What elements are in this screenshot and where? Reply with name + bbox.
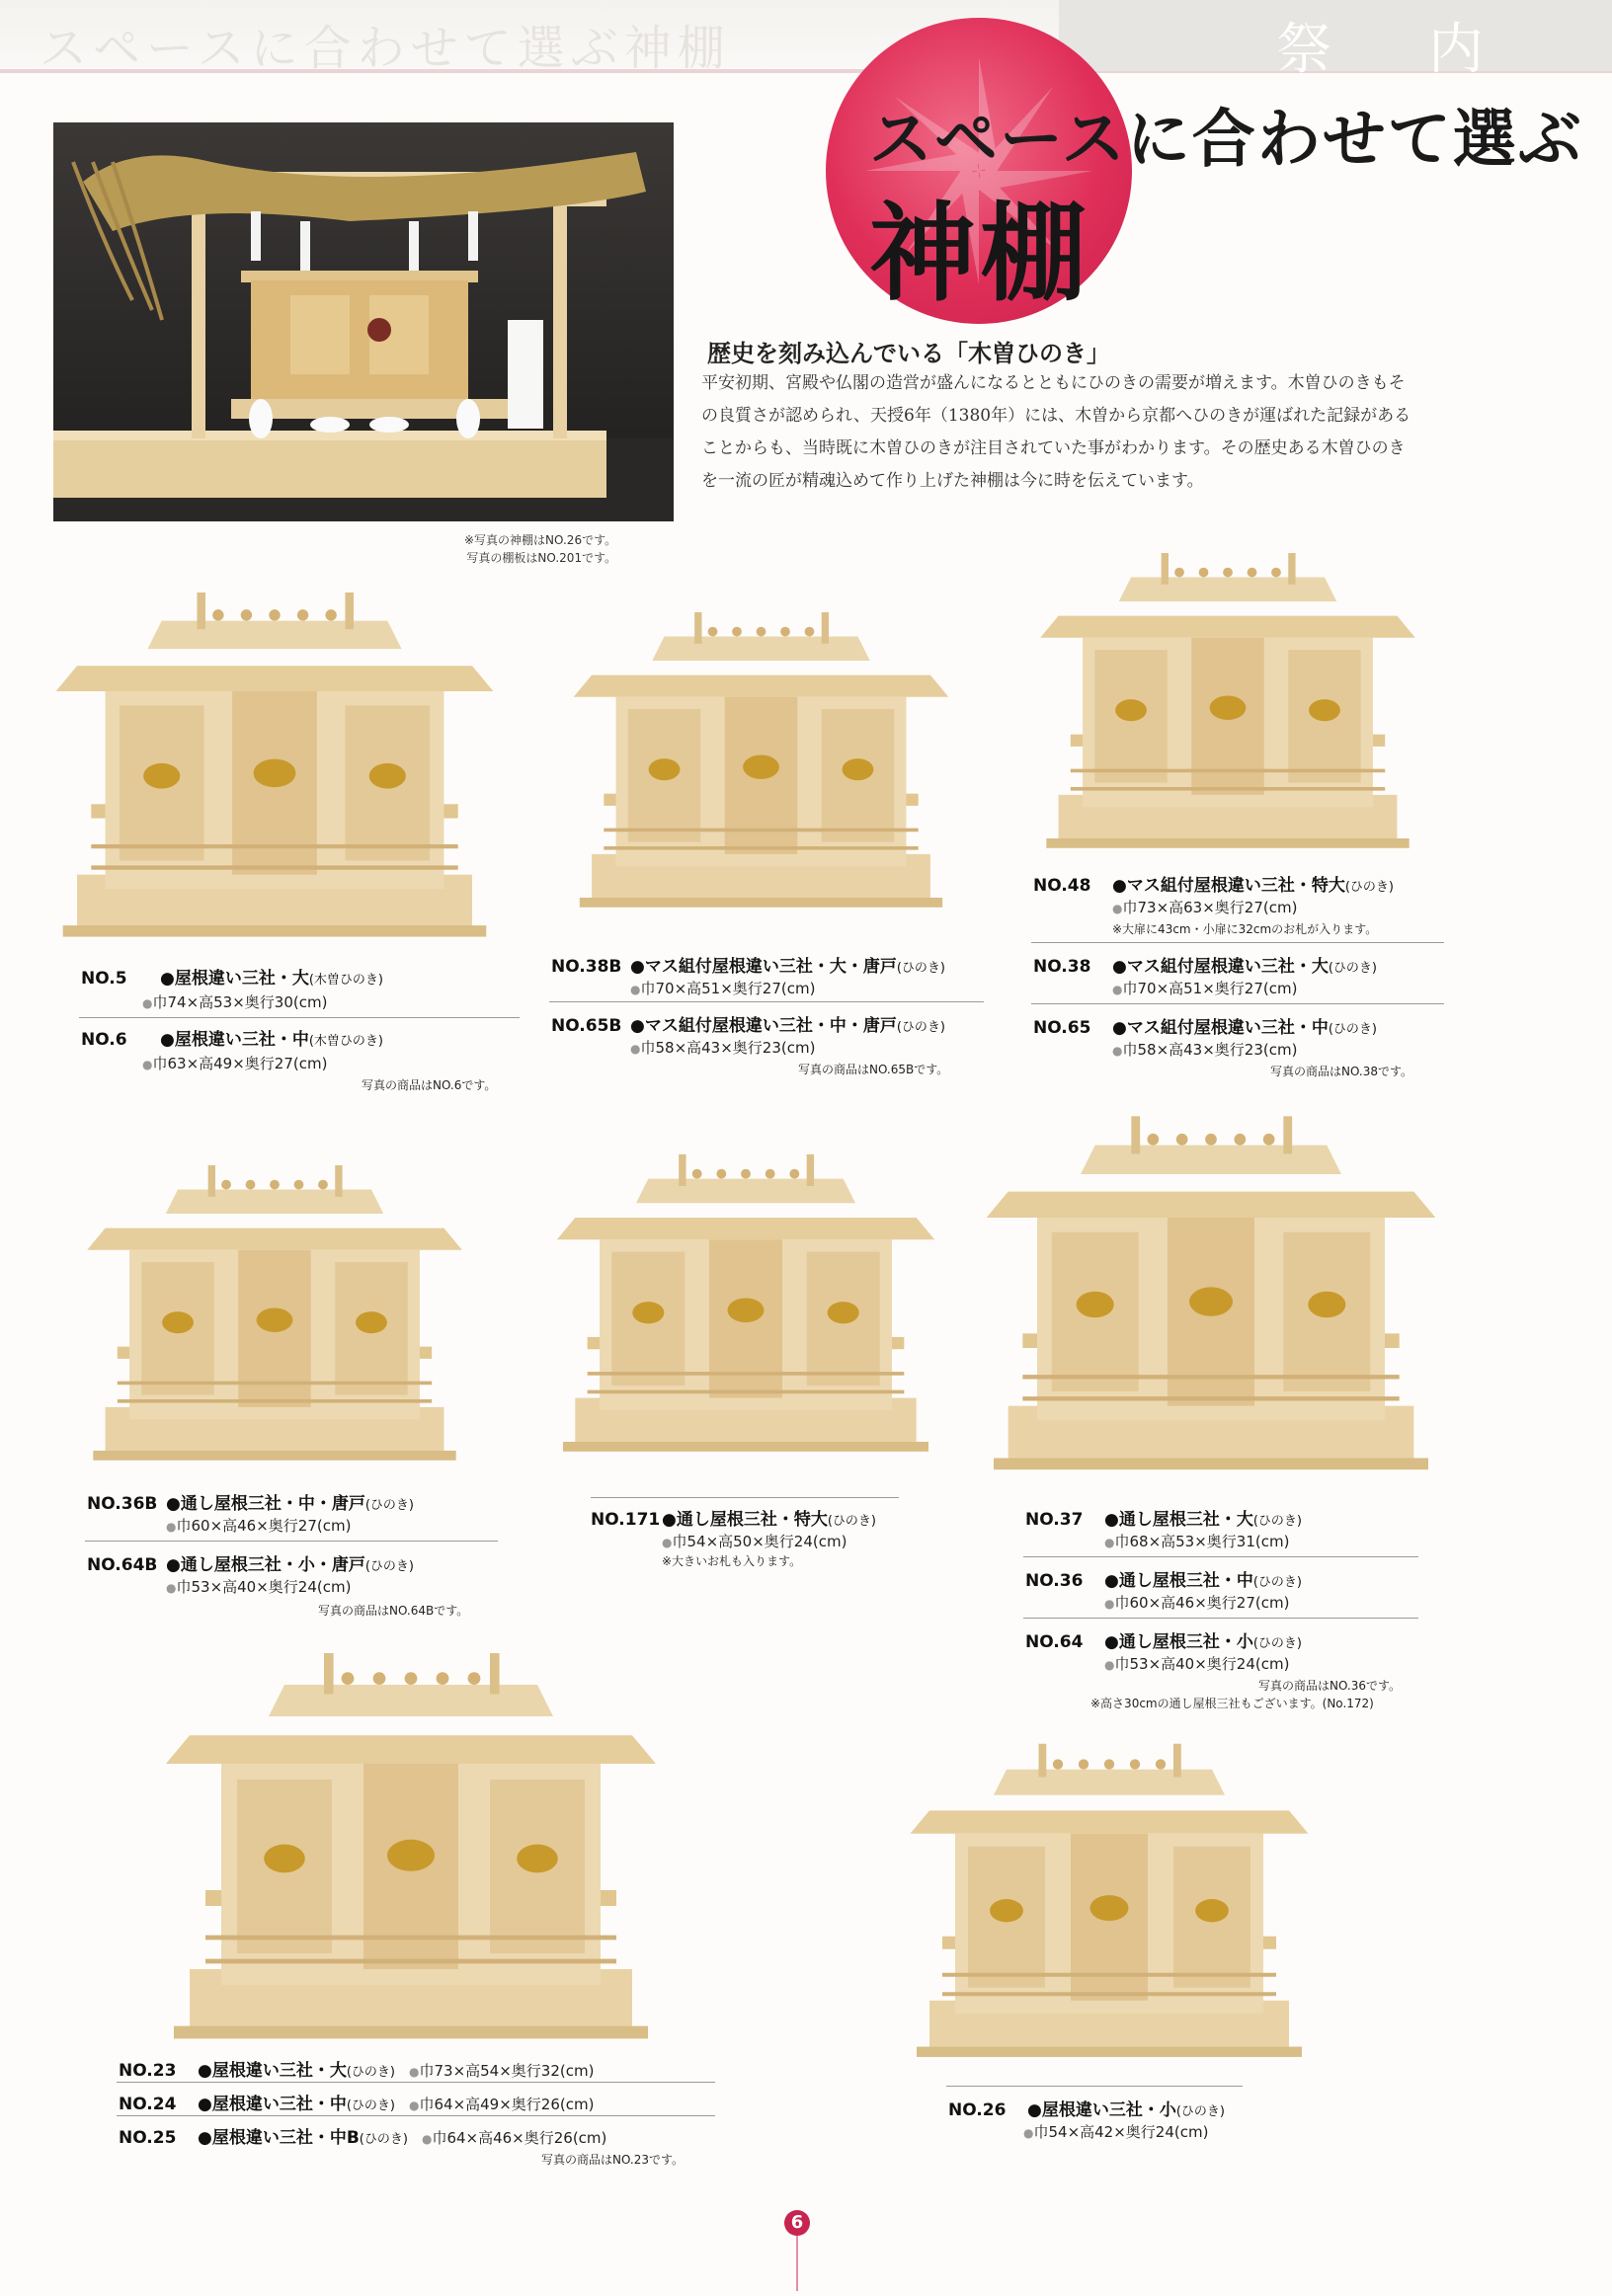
history-heading: 歴史を刻み込んでいる「木曽ひのき」 (707, 340, 1110, 367)
product-photo-no64b (57, 1165, 492, 1462)
hero-caption (464, 531, 616, 567)
divider (79, 1017, 520, 1018)
product-no65-dim: ●巾58×高43×奥行23(cm) (1112, 1041, 1298, 1059)
product-no48-dim: ●巾73×高63×奥行27(cm) (1112, 899, 1298, 916)
divider (946, 2086, 1243, 2087)
product-no65b-dim: ●巾58×高43×奥行23(cm) (630, 1039, 816, 1057)
kamidana-display-image (53, 122, 674, 521)
product-no65b: NO.65B ●マス組付屋根違い三社・中・唐戸(ひのき) (551, 1016, 945, 1036)
product-no64b: NO.64B ●通し屋根三社・小・唐戸(ひのき) (87, 1555, 414, 1575)
product-no36b-dim: ●巾60×高46×奥行27(cm) (166, 1517, 352, 1535)
product-no23: NO.23 ●屋根違い三社・大(ひのき) ●巾73×高54×奥行32(cm) (119, 2061, 595, 2081)
product-no24-dim: 巾64×高49×奥行26(cm) (419, 2096, 595, 2113)
product-no64b-note: 写真の商品はNO.64Bです。 (318, 1604, 469, 1618)
product-no23-dim: 巾73×高54×奥行32(cm) (419, 2062, 595, 2080)
header-ghost-text: スペースに合わせて選ぶ神棚 (40, 21, 731, 76)
product-no64-dim: ●巾53×高40×奥行24(cm) (1104, 1655, 1290, 1673)
hero-photo (53, 122, 674, 521)
product-no6: NO.6 ●屋根違い三社・中(木曽ひのき) (81, 1030, 383, 1050)
product-photo-no36 (994, 1116, 1428, 1471)
product-no5: NO.5 ●屋根違い三社・大(木曽ひのき) (81, 969, 383, 989)
page-number-line (796, 2236, 798, 2291)
product-no36: NO.36 ●通し屋根三社・中(ひのき) (1025, 1571, 1302, 1591)
divider (1031, 942, 1444, 943)
product-no171-dim: ●巾54×高50×奥行24(cm) (662, 1533, 847, 1550)
divider (117, 2115, 715, 2116)
product-photo-no6 (57, 593, 492, 938)
product-no65: NO.65 ●マス組付屋根違い三社・中(ひのき) (1033, 1018, 1377, 1038)
product-no24: NO.24 ●屋根違い三社・中(ひのき) ●巾64×高49×奥行26(cm) (119, 2095, 595, 2114)
product-no171: NO.171 ●通し屋根三社・特大(ひのき) (591, 1510, 876, 1530)
product-no64-note: 写真の商品はNO.36です。 (1258, 1679, 1402, 1693)
product-no37-dim: ●巾68×高53×奥行31(cm) (1104, 1533, 1290, 1550)
divider (549, 1001, 984, 1002)
divider (117, 2082, 715, 2083)
divider (591, 1497, 899, 1498)
divider (85, 1541, 498, 1542)
history-body: 平安初期、宮殿や仏閣の造営が盛んになるとともにひのきの需要が増えます。木曽ひのきもその良質さが認められ、天授6年（1380年）には、木曽から京都へひのきが運ばれた記録があることからも、当時既に木曽ひのきが注目されていた事がわかります。その歴史ある木曽ひのきを一流の匠が精魂込めて作り上げた神棚は今に時を伝えています。 (701, 373, 1411, 491)
header-corner-text: 祭 内 (1276, 18, 1523, 82)
product-photo-no38 (1015, 553, 1440, 849)
product-no26-dim: ●巾54×高42×奥行24(cm) (1023, 2123, 1209, 2141)
product-no6-dim: ●巾63×高49×奥行27(cm) (142, 1055, 328, 1072)
product-no38-dim: ●巾70×高51×奥行27(cm) (1112, 980, 1298, 997)
product-no64: NO.64 ●通し屋根三社・小(ひのき) (1025, 1632, 1302, 1652)
hero-caption-2: 写真の棚板はNO.201です。 (466, 551, 617, 565)
product-no5-dim: ●巾74×高53×奥行30(cm) (142, 993, 328, 1011)
product-no36b: NO.36B ●通し屋根三社・中・唐戸(ひのき) (87, 1494, 414, 1514)
divider (1023, 1618, 1418, 1619)
product-no37: NO.37 ●通し屋根三社・大(ひのき) (1025, 1510, 1302, 1530)
page-title-line1: スペースに合わせて選ぶ (869, 103, 1583, 177)
product-no6-note: 写真の商品はNO.6です。 (362, 1078, 497, 1092)
product-photo-no26 (917, 1738, 1302, 2064)
product-no48-note: ※大扉に43cm・小扉に32cmのお札が入ります。 (1112, 922, 1378, 936)
product-no26: NO.26 ●屋根違い三社・小(ひのき) (948, 2100, 1225, 2120)
product-photo-no171 (563, 1136, 928, 1471)
page-number: 6 (784, 2210, 810, 2236)
product-no48: NO.48 ●マス組付屋根違い三社・特大(ひのき) (1033, 876, 1394, 896)
product-no25-dim: 巾64×高46×奥行26(cm) (432, 2129, 607, 2147)
product-no38b: NO.38B ●マス組付屋根違い三社・大・唐戸(ひのき) (551, 957, 945, 977)
product-no65-note: 写真の商品はNO.38です。 (1270, 1065, 1413, 1078)
product-photo-no65b (551, 612, 971, 909)
divider (1031, 1003, 1444, 1004)
product-no25-note: 写真の商品はNO.23です。 (541, 2153, 685, 2167)
hero-caption-1: ※写真の神棚はNO.26です。 (464, 533, 617, 547)
page-title-line2: 神棚 (869, 192, 1091, 316)
divider (1023, 1556, 1418, 1557)
product-no64b-dim: ●巾53×高40×奥行24(cm) (166, 1578, 352, 1596)
product-no36-dim: ●巾60×高46×奥行27(cm) (1104, 1594, 1290, 1612)
product-photo-no23 (174, 1649, 648, 2044)
product-no171-note: ※大きいお札も入ります。 (662, 1554, 802, 1568)
product-no64-note2: ※高さ30cmの通し屋根三社もございます。(No.172) (1090, 1697, 1374, 1710)
product-no38b-dim: ●巾70×高51×奥行27(cm) (630, 980, 816, 997)
product-no25: NO.25 ●屋根違い三社・中B(ひのき) ●巾64×高46×奥行26(cm) (119, 2128, 607, 2148)
product-no65b-note: 写真の商品はNO.65Bです。 (798, 1063, 949, 1076)
product-no38: NO.38 ●マス組付屋根違い三社・大(ひのき) (1033, 957, 1377, 977)
